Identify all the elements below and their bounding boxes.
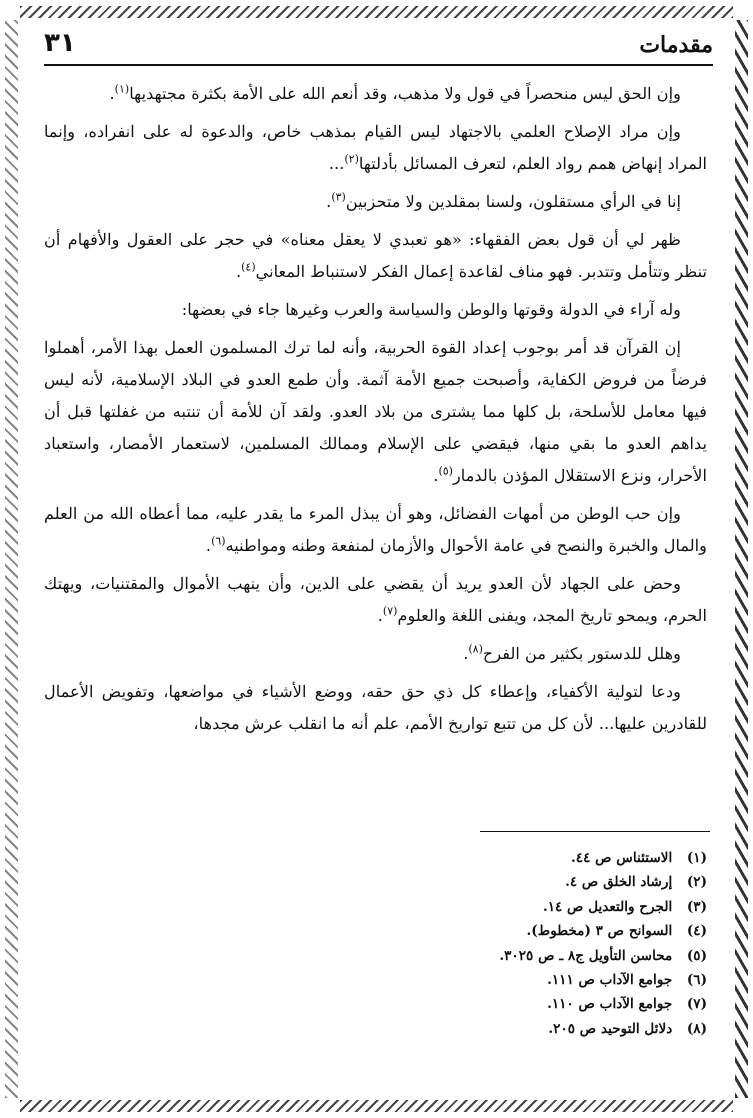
footnote: (٧) جوامع الآداب ص ١١٠. [200, 992, 707, 1016]
footnote-number: (٧) [686, 996, 707, 1013]
paragraph: إن القرآن قد أمر بوجوب إعداد القوة الحربية، وأنه لما ترك المسلمون العمل بهذا الأمر، أهملوا فرضاً من فروض الكفاية، وأصبحت جميع الأمة آثمة. وأن طمع العدو في البلاد الإسلامية، لأنه ليس فيها معامل للأسلحة، بل كلها مما يشترى من بلاد العدو. ولقد آن للأمة أن تنتبه من غفلتها قبل أن يداهم العدو ما بقي منها، فيقضي على الإسلام وممالك المسلمين، لاستعمار الأمصار، واستعباد الأحرار، ونزع الاستقلال المؤذن بالدمار$^{(٥)}$. [44, 338, 707, 485]
footnote-number: (٨) [686, 1020, 707, 1037]
footnote-ref: (٤) [241, 260, 256, 274]
footnote-number: (٥) [686, 947, 707, 964]
paragraph: وحض على الجهاد لأن العدو يريد أن يقضي على الدين، وأن ينهب الأموال والمقتنيات، ويهتك الحرم، ويمحو تاريخ المجد، ويفنى اللغة والعلوم$^{(٧)}$. [44, 574, 707, 625]
paragraph: وله آراء في الدولة وقوتها والوطن والسياسة والعرب وغيرها جاء في بعضها: [181, 300, 681, 319]
footnote-number: (٦) [686, 972, 707, 989]
paragraph: وإن الحق ليس منحصراً في قول ولا مذهب، وقد أنعم الله على الأمة بكثرة مجتهديها$^{(١)}$. [109, 82, 681, 103]
footnote: (١) الاستئناس ص ٤٤. [200, 846, 707, 870]
footnote-separator [480, 831, 710, 832]
footnote: (٢) إرشاد الخلق ص ٤. [200, 870, 707, 894]
footnote-ref: (٢) [344, 152, 359, 166]
footnote: (٣) الجرح والتعديل ص ١٤. [200, 895, 707, 919]
right-ornament [735, 20, 748, 1098]
paragraph: وهلل للدستور بكثير من الفرح$^{(٨)}$. [463, 642, 681, 663]
top-ornament [20, 6, 733, 18]
page-number: ٣١ [44, 28, 76, 58]
paragraph: ودعا لتولية الأكفياء، وإعطاء كل ذي حق حقه، ووضع الأشياء في مواضعها، وتفويض الأعمال للقادرين عليها... لأن كل من تتبع تواريخ الأمم، علم أنه ما انقلب عرش مجدها، [44, 682, 707, 733]
paragraph: وإن حب الوطن من أمهات الفضائل، وهو أن يبذل المرء ما يقدر عليه، مما أعطاه الله من العلم والمال والخبرة والنصح في عامة الأحوال والأزمان لمنفعة وطنه ومواطنيه$^{(٦)}$. [44, 504, 707, 555]
footnote-ref: (٥) [438, 464, 453, 478]
paragraph: إنا في الرأي مستقلون، ولسنا بمقلدين ولا متحزبين$^{(٣)}$. [326, 190, 681, 211]
footnote-number: (٢) [686, 874, 707, 891]
page-header [44, 28, 713, 66]
footnote: (٨) دلائل التوحيد ص ٢٠٥. [200, 1017, 707, 1041]
footnotes [200, 846, 707, 1041]
left-ornament [5, 20, 18, 1098]
body-text [44, 78, 707, 746]
footnote-ref: (٣) [331, 190, 346, 204]
footnote-number: (٤) [686, 923, 707, 940]
bottom-ornament [20, 1100, 733, 1112]
paragraph: وإن مراد الإصلاح العلمي بالاجتهاد ليس القيام بمذهب خاص، والدعوة له على انفراده، وإنما المراد إنهاض همم رواد العلم، لتعرف المسائل بأدلتها$^{(٢)}$... [44, 122, 707, 173]
footnote: (٤) السوانح ص ٣ (مخطوط). [200, 919, 707, 943]
footnote: (٦) جوامع الآداب ص ١١١. [200, 968, 707, 992]
footnote-ref: (٧) [382, 604, 398, 618]
section-title: مقدمات [639, 32, 713, 58]
footnote-ref: (٦) [211, 534, 226, 548]
footnote: (٥) محاسن التأويل ج٨ ـ ص ٣٠٢٥. [200, 944, 707, 968]
footnote-ref: (١) [114, 82, 130, 96]
footnote-number: (١) [686, 850, 707, 866]
footnote-ref: (٨) [468, 642, 483, 656]
paragraph: ظهر لي أن قول بعض الفقهاء: «هو تعبدي لا يعقل معناه» في حجر على العقول والأفهام أن تنظر وتتأمل وتتدبر. فهو مناف لقاعدة إعمال الفكر لاستنباط المعاني$^{(٤)}$. [44, 230, 707, 281]
footnote-number: (٣) [686, 898, 707, 915]
